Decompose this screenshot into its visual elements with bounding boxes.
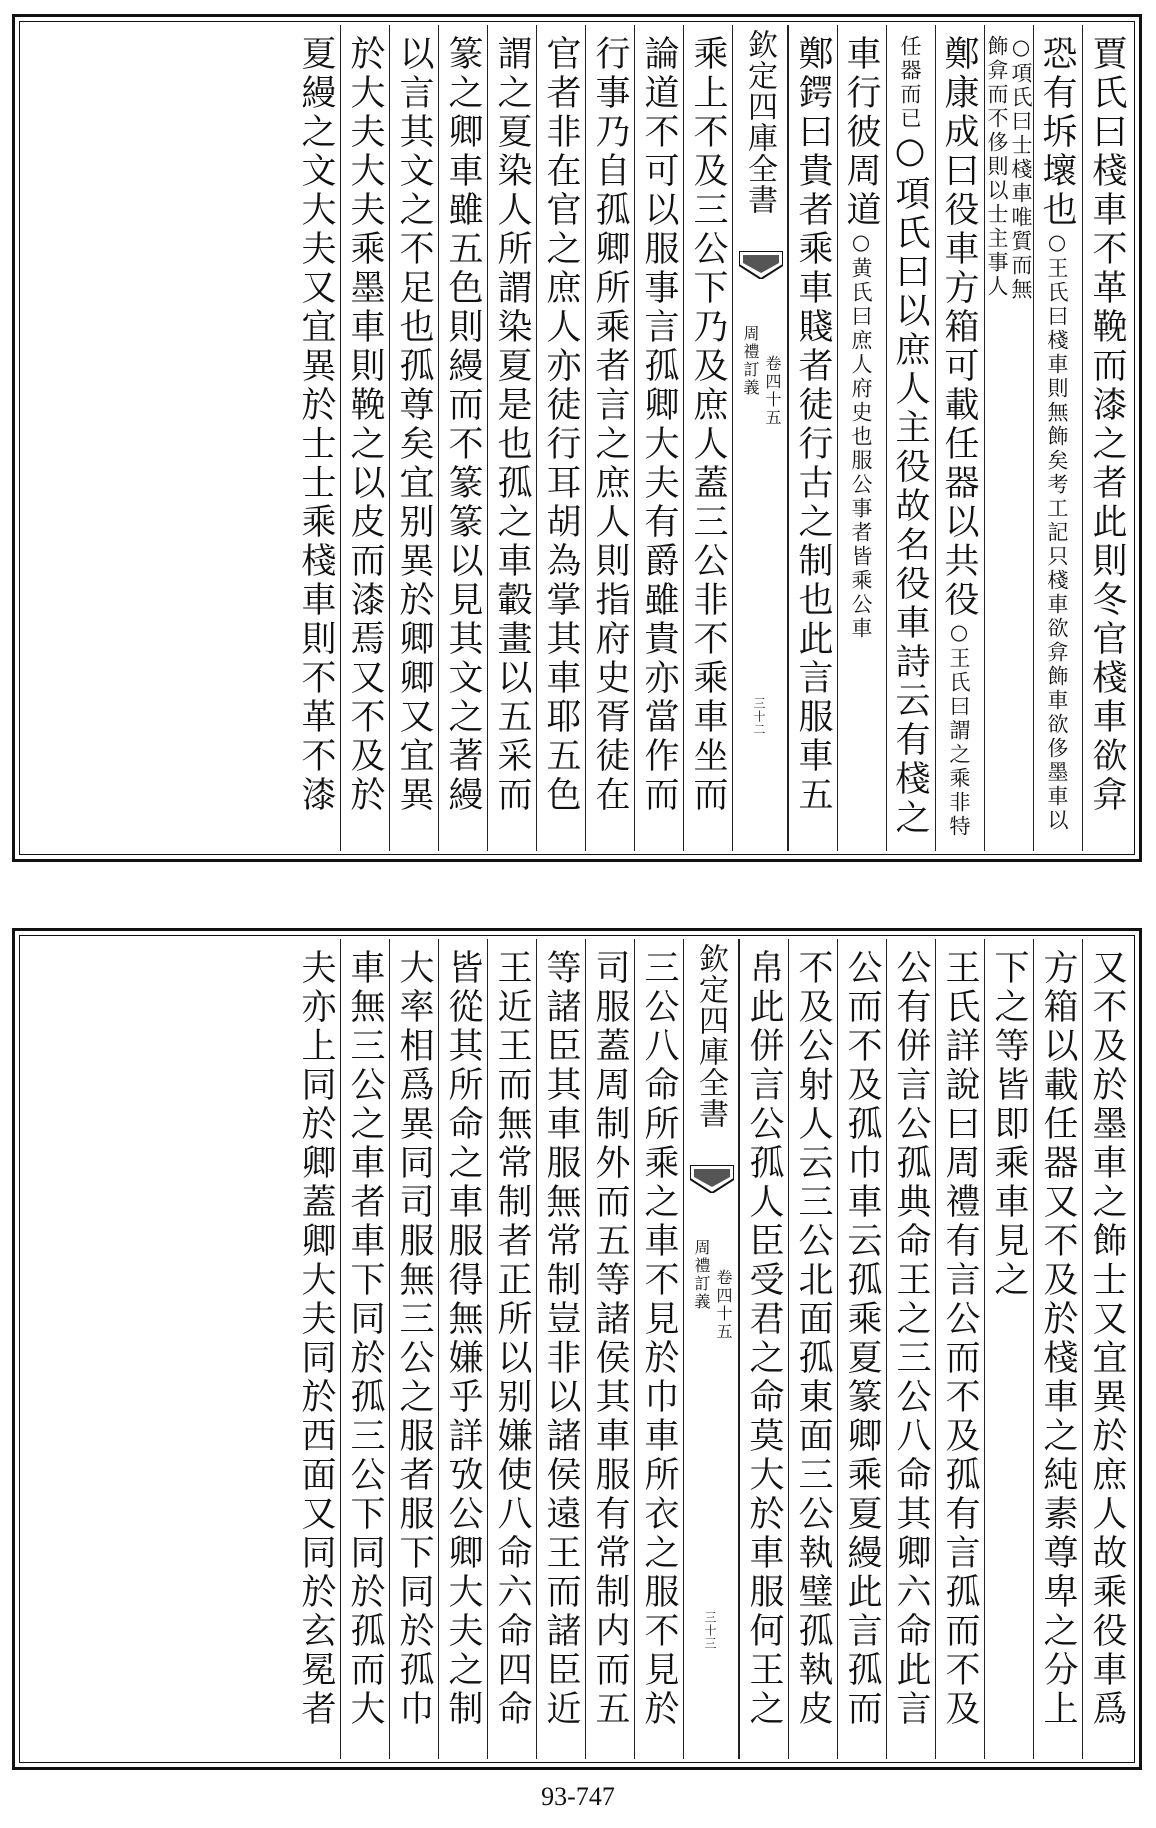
text-column — [886, 25, 935, 851]
text-column: 賈氏曰棧車不革鞔而漆之者此則冬官棧車欲弇 — [1082, 25, 1131, 851]
annotation-line: ○項氏曰士棧車唯質而無 — [1009, 35, 1033, 302]
text-column: 篆之卿車雖五色則縵而不篆篆以見其文之著縵 — [438, 25, 487, 851]
text-column: 夏縵之文大夫又宜異於士士乘棧車則不革不漆 — [296, 35, 336, 815]
text-column: 鄭鍔曰貴者乘車賤者徒行古之制也此言服車五 — [788, 25, 837, 851]
text-column: 謂之夏染人所謂染夏是也孤之車轂畫以五采而 — [487, 25, 536, 851]
text-column — [837, 25, 886, 851]
bottom-columns — [23, 939, 1131, 1759]
text-column: 官者非在官之庶人亦徒行耳胡為掌其車耶五色 — [536, 25, 585, 851]
text-column: 帛此併言公孤人臣受君之命莫大於車服何王之 — [739, 939, 788, 1759]
library-title: 欽定四庫全書 — [693, 943, 728, 1129]
center-spine — [683, 939, 739, 1759]
text-column: 車無三公之車者車下同於孤三公下同於孤而大 — [340, 939, 389, 1759]
text-column: 公而不及孤巾車云孤乘夏篆卿乘夏縵此言孤而 — [837, 939, 886, 1759]
library-title: 欽定四庫全書 — [742, 29, 777, 215]
text-column: 方箱以載任器又不及於棧車之純素尊卑之分上 — [1033, 939, 1082, 1759]
text-column: 乘上不及三公下乃及庶人蓋三公非不乘車坐而 — [683, 25, 732, 851]
page-number: 三十三 — [703, 1611, 717, 1650]
volume-label: 卷四十五 — [714, 1269, 733, 1341]
fish-tail-ornament — [690, 1165, 734, 1193]
text-column: 大率相爲異同司服無三公之服者服下同於孤巾 — [389, 939, 438, 1759]
book-title: 周禮訂義 — [741, 325, 760, 397]
top-page — [12, 14, 1142, 862]
text-column: 以言其文之不足也孤尊矣宜别異於卿卿又宜異 — [389, 25, 438, 851]
main-text: 鄭康成曰役車方箱可載任器以共役 — [939, 35, 979, 620]
text-column: 下之等皆即乘車見之 — [984, 939, 1033, 1759]
annotation-text: ○王氏曰棧車則無飾矣考工記只棧車欲弇飾車欲侈墨車以 — [1045, 230, 1069, 833]
main-text: ○項氏曰以庶人主役故名役車詩云有棧之 — [890, 131, 930, 838]
text-column: 三公八命所乘之車不見於巾車所衣之服不見於 — [634, 939, 683, 1759]
text-column: 行事乃自孤卿所乘者言之庶人則指府史胥徒在 — [585, 25, 634, 851]
text-column: 王近王而無常制者正所以别嫌使八命六命四命 — [487, 939, 536, 1759]
text-column: 王氏詳說曰周禮有言公而不及孤有言孤而不及 — [935, 939, 984, 1759]
text-column — [1033, 25, 1082, 851]
text-column — [935, 25, 984, 851]
text-column: 皆從其所命之車服得無嫌乎詳攷公卿大夫之制 — [438, 939, 487, 1759]
book-title: 周禮訂義 — [692, 1239, 711, 1311]
center-spine — [732, 25, 788, 851]
footer-page-number: 93-747 — [541, 1782, 615, 1811]
page-number: 三十二 — [752, 697, 766, 736]
annotation-column — [984, 25, 1033, 851]
text-column: 不及公射人云三公北面孤東面三公執璧孤執皮 — [788, 939, 837, 1759]
top-columns — [23, 25, 1131, 851]
text-column: 夫亦上同於卿蓋卿大夫同於西面又同於玄冕者 — [296, 949, 336, 1729]
fish-tail-ornament — [739, 251, 783, 279]
bottom-page — [12, 928, 1142, 1770]
main-text: 恐有坼壞也 — [1037, 35, 1077, 230]
text-column: 等諸臣其車服無常制豈非以諸侯遠王而諸臣近 — [536, 939, 585, 1759]
text-column: 於大夫大夫乘墨車則鞔之以皮而漆焉又不及於 — [340, 25, 389, 851]
annotation-text: ○王氏曰謂之乘非特 — [947, 620, 971, 839]
main-text: 車行彼周道 — [841, 35, 881, 230]
annotation-text: 任器而已 — [898, 35, 922, 131]
annotation-line: 飾弇而不侈則以士主事人 — [985, 35, 1009, 299]
volume-label: 卷四十五 — [763, 355, 782, 427]
text-column: 又不及於墨車之飾士又宜異於庶人故乘役車爲 — [1082, 939, 1131, 1759]
text-column: 司服蓋周制外而五等諸侯其車服有常制内而五 — [585, 939, 634, 1759]
text-column: 論道不可以服事言孤卿大夫有爵雖貴亦當作而 — [634, 25, 683, 851]
annotation-text: ○黄氏曰庶人府史也服公事者皆乘公車 — [849, 230, 873, 641]
text-column: 公有併言公孤典命王之三公八命其卿六命此言 — [886, 939, 935, 1759]
